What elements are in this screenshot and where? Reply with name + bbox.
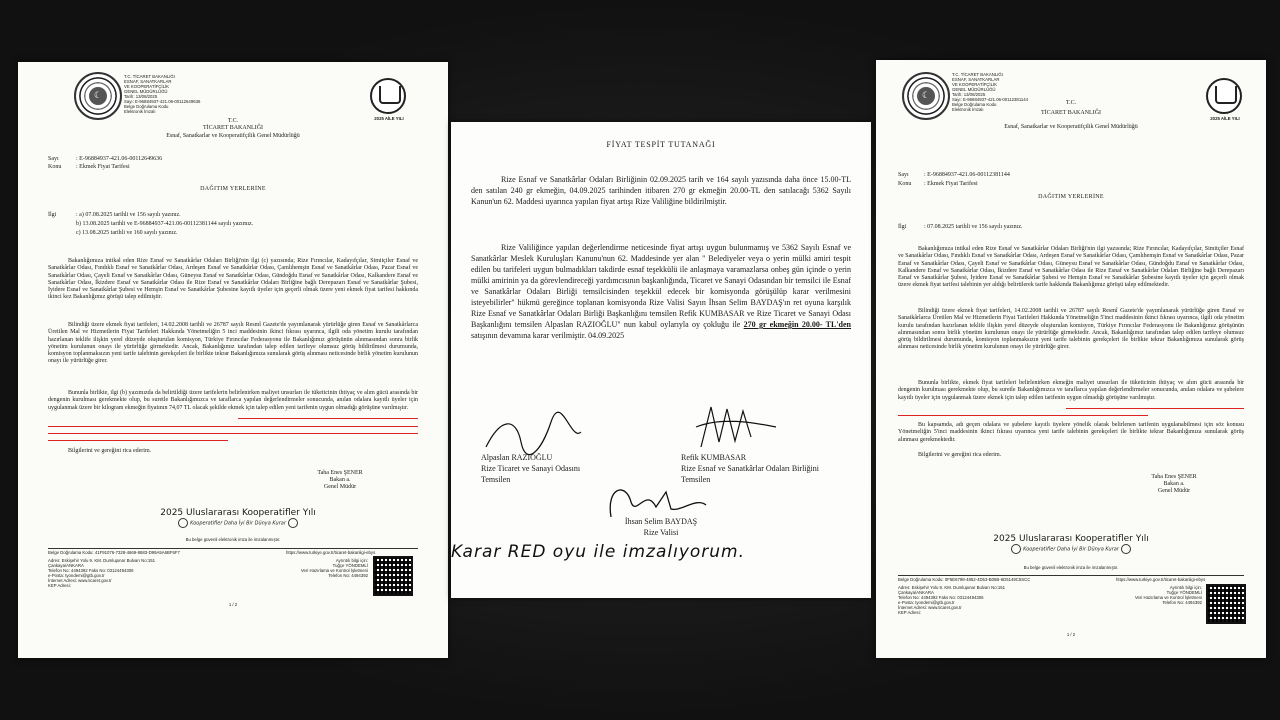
handwritten-note: Karar RED oyu ile imzalıyorum. [451, 542, 746, 562]
paragraph-1: Bakanlığımıza intikal eden Rize Esnaf ve Sanatkârlar Odaları Birliği'nin ilgi (c) yazısında; Rize Fırıncılar, Kadayıfçılar, Simitçiler Esnaf ve Sanatkârlar Odası, Fındıklı Esnaf ve Sanatkârlar Odası, Ardeşen Esnaf ve Sanatkârlar Odası, Çamlıhemşin Esnaf ve Sanatkârlar Odası, Pazar Esnaf ve Sanatkârlar Odası, Çayeli Esnaf ve Sanatkârlar Odası, Güneysu Esnaf ve Sanatkârlar Odası, Gündoğdu Esnaf ve Sanatkârlar Odası, Kalkandere Esnaf ve Sanatkârlar Odası, İkizdere Esnaf ve Sanatkârlar Odası ile Rize Esnaf ve Sanatkârlar Odaları Birliğine bağlı Derepazarı Esnaf ve Sanatkârlar Şubesi, İyidere Esnaf ve Sanatkârlar Şubesi ve Hemşin Esnaf ve Sanatkârlar Şubesine kayıtlı üyeler için geçerli olmak üzere yeni ekmek fiyat tarifesi hakkında ikinci kez Bakanlığımız görüşü talep edilmiştir. [48, 258, 418, 301]
ilgi-item: : a) 07.08.2025 tarihli ve 156 sayılı yazınız. [76, 212, 181, 218]
ilgi-label: İlgi [898, 224, 907, 230]
signer-block [290, 470, 390, 491]
verify-url[interactable]: https://www.turkiye.gov.tr/ticaret-bakanligi-ebys [1116, 577, 1206, 582]
konu-label: Konu [898, 181, 912, 187]
signatory-1-name: Alpaslan RAZIOĞLU [481, 453, 553, 462]
minutes-paragraph-2-end: satışının devamına karar verilmiştir. 04.09.2025 [471, 331, 625, 340]
coop-slogan: Kooperatifler Daha İyi Bir Dünya Kurar [190, 520, 286, 527]
highlighted-ruling: anılan odalara ve şubelere kayıtlı üyeler için uygulanmak üzere ekmek için talep edilen tarifenin uygun olmadığı görüşüne varılmıştır. [898, 387, 1244, 401]
tc-label: T.C. [1065, 100, 1077, 106]
right-document-page [876, 60, 1266, 658]
red-underline [48, 440, 228, 441]
minutes-paragraph-2-text: Rize Valiliğince yapılan değerlendirme neticesinde fiyat artışı uygun bulunmamış ve 5362 Sayılı Esnaf ve Sanatkârlar Meslek Kuruluşları Kanunu'nun 62. Maddesinde yer alan " Belediyeler veya o yerin mülki amiri tespit edilen bu tarifeleri uygun bulmadıkları takdirde esnaf teşekkülü ile anlaşmaya varamazlarsa onbeş gün içinde o yerin mülki amirinin ya da görevlendireceği yardımcısının başkanlığında, Ticaret ve Sanayi Odasından bir temsilci ile Esnaf ve Sanatkârlar Odaları Birliği temsilcisinden teşekkül edecek bir komisyonda görüşülüp karar verilmesini isteyebilirler" hükmü gereğince toplanan komisyonda Rize Valisi Sayın İhsan Selim BAYDAŞ'ın ret oyuna karşılık Rize Esnaf ve Sanatkârlar Odaları Birliği Başkanlığını temsilen Refik KUMBASAR ve Rize Ticaret ve Sanayi Odası Başkanlığını temsilen Alpaslan RAZIOĞLU" nun kabul oylarıyla oy çokluğu ile [471, 243, 851, 329]
ilgi-item: c) 13.08.2025 tarihli ve 160 sayılı yazınız. [76, 230, 178, 236]
page-number: 1 / 2 [1066, 632, 1076, 637]
coop-logo-icon [1011, 544, 1021, 554]
signatory-2-temsilen: Temsilen [681, 475, 711, 484]
qr-code-icon [1206, 584, 1246, 624]
ilgi-label: İlgi [48, 212, 57, 218]
verify-url[interactable]: https://www.turkiye.gov.tr/ticaret-bakanligi-ebys [286, 550, 376, 555]
coop-logo-icon [1121, 544, 1131, 554]
red-underline [898, 415, 1148, 416]
directorate-name: Esnaf, Sanatkarlar ve Kooperatifçilik Genel Müdürlüğü [1004, 124, 1138, 130]
distribution-heading: DAĞITIM YERLERİNE [1038, 194, 1104, 200]
highlighted-ruling: anılan odalara kayıtlı üyeler için uygulanmak üzere bir kilogram ekmeğin fiyatının 74,07 TL olacak şekilde ekmek için talep edilen yeni tarifenin uygun olmadığı görüşüne varılmıştır. [48, 397, 418, 411]
signatory-3-name: İhsan Selim BAYDAŞ [624, 517, 698, 526]
cooperative-year-banner [986, 534, 1156, 554]
signatory-1-role: Rize Ticaret ve Sanayi Odasını [481, 464, 581, 473]
family-year-logo-icon [370, 78, 406, 114]
ministry-seal-icon: ☾ [74, 72, 122, 120]
closing-line: Bilgilerini ve gereğini rica ederim. [68, 448, 152, 454]
footer-divider [48, 548, 418, 549]
tc-label: T.C. [227, 118, 239, 124]
signer-block [1124, 474, 1224, 495]
paragraph-3 [898, 380, 1244, 402]
decision-highlight: 270 gr ekmeğin 20.00- TL'den [743, 320, 852, 329]
minutes-paragraph-2 [471, 242, 851, 341]
esign-note: Bu belge güvenli elektronik imza ile imzalanmıştır. [185, 537, 281, 542]
middle-document-page [451, 122, 871, 598]
coop-year-title: 2025 Uluslararası Kooperatifler Yılı [993, 534, 1149, 544]
cooperative-year-banner [158, 508, 318, 528]
coop-slogan: Kooperatifler Daha İyi Bir Dünya Kurar [1023, 546, 1119, 553]
signer-title: Genel Müdür [1157, 488, 1191, 494]
signer-title: Genel Müdür [323, 484, 357, 490]
signer-role: Bakan a. [1163, 481, 1185, 487]
page-number: 1 / 2 [228, 602, 238, 607]
header-info: T.C. TİCARET BAKANLIĞI ESNAF, SANATKARLAR VE KOOPERATİFÇİLİK GENEL MÜDÜRLÜĞÜ Tarih: 13/08/2025 Sayı: E-96884937-421.06-00112381144 Belge Doğrulama Kodu Elektronik İmzalı [952, 72, 1029, 112]
red-underline [48, 433, 418, 434]
ilgi-value: : 07.08.2025 tarihli ve 156 sayılı yazınız. [924, 224, 1023, 230]
signatory-2-role: Rize Esnaf ve Sanatkârlar Odaları Birliğini [681, 464, 819, 473]
signatory-1 [481, 452, 580, 485]
konu-value: : Ekmek Fiyat Tarifesi [924, 181, 978, 187]
coop-year-title: 2025 Uluslararası Kooperatifler Yılı [160, 508, 316, 518]
directorate-name: Esnaf, Sanatkarlar ve Kooperatifçilik Genel Müdürlüğü [166, 133, 300, 139]
verify-code: Belge Doğrulama Kodu: 0F5E6798-4852-4D53-B05B-6D5149C5SCC [898, 577, 1031, 582]
paragraph-3-text: Bununla birlikte, ilgi (b) yazımızda da belirtildiği üzere tarifelerin belirlenirken maliyet unsurları ile tüketicinin ihtiyaç ve alım gücü arasında bir dengenin kurulması gerekmekte olup, bu suretle Bakanlığımızca ve taraflarca yapılan değerlendirmeler sonucunda, [48, 390, 418, 404]
sayi-value: : E-96884937-421.06-00112649636 [76, 156, 163, 162]
paragraph-3 [48, 390, 418, 412]
paragraph-2: Bilindiği üzere ekmek fiyat tarifeleri, 14.02.2008 tarihli ve 26787 sayılı Resmî Gazete'de yayımlanarak yürürlüğe giren Esnaf ve Sanatkârlarca Üretilen Mal ve Hizmetlerin Fiyat Tarifeleri Hakkında Yönetmeliğin 5'inci maddesinin ikinci fıkrası uyarınca, ilgili oda yönetim kurulu tarafından hazırlanan teklife ilişkin yerel düzeyde oluşturulan komisyon, Türkiye Fırıncılar Federasyonu ile Bakanlığımız görüşünün alınmasından sonra birlik yönetim kurulunun onayı ile yürürlüğe girmektedir. Ancak, Bakanlığımız tarafından talep edilen tarifeye olumsuz görüş bildirilmesi durumunda, komisyon toplanmaksızın yeni tarife talebinin gerekçeleri ile birlikte tekrar Bakanlığımıza sunularak görüş alınması neticesinde birlik yönetim kurulunun onayı ile yürürlüğe girer. [898, 308, 1244, 351]
sayi-label: Sayı [898, 172, 909, 178]
qr-code-icon [373, 556, 413, 596]
left-document-page [18, 62, 448, 658]
paragraph-2: Bilindiği üzere ekmek fiyat tarifeleri, 14.02.2008 tarihli ve 26787 sayılı Resmî Gazete'de yayımlanarak yürürlüğe giren Esnaf ve Sanatkârlarca Üretilen Mal ve Hizmetlerin Fiyat Tarifeleri Hakkında Yönetmeliğin 5 inci maddesinin ikinci fıkrası uyarınca, ilgili oda yönetim kurulu tarafından hazırlanan teklife ilişkin yerel düzeyde oluşturulan komisyon, Türkiye Fırıncılar Federasyonu ile Bakanlığımız görüşünün alınmasından sonra birlik yönetim kurulunun onayı ile yürürlüğe girmektedir. Ancak, Bakanlığımız tarafından talep edilen tarifeye olumsuz görüş bildirilmesi durumunda, komisyon toplanmaksızın yeni tarife talebinin gerekçeleri ile birlikte tekrar Bakanlığımıza sunularak görüş alınması neticesinde birlik yönetim kurulunun onayı ile yürürlüğe girer. [48, 322, 418, 365]
paragraph-1: Bakanlığımıza intikal eden Rize Esnaf ve Sanatkârlar Odaları Birliği'nin ilgi yazısında; Rize Fırıncılar, Kadayıfçılar, Simitçiler Esnaf ve Sanatkârlar Odası, Fındıklı Esnaf ve Sanatkârlar Odası, Ardeşen Esnaf ve Sanatkârlar Odası, Çamlıhemşin Esnaf ve Sanatkârlar Odası, Pazar Esnaf ve Sanatkârlar Odası, Çayeli Esnaf ve Sanatkârlar Odası, Güneysu Esnaf ve Sanatkârlar Odası, Gündoğdu Esnaf ve Sanatkârlar Odası, Kalkandere Esnaf ve Sanatkârlar Odası, İkizdere Esnaf ve Sanatkârlar Odası ile Rize Esnaf ve Sanatkârlar Odaları Birliğine bağlı Derepazarı Esnaf ve Sanatkârlar Şubesi, İyidere Esnaf ve Sanatkârlar Şubesi ve Hemşin Esnaf ve Sanatkârlar Şubesine kayıtlı üyeler için geçerli olmak üzere ekmek fiyat tarifesi talebinin yer aldığı belirtilerek tarife hakkında Bakanlığımız görüşü talep edilmektedir. [898, 246, 1244, 289]
ministry-seal-icon: ☾ [902, 72, 950, 120]
coop-logo-icon [288, 518, 298, 528]
ilgi-list [76, 212, 416, 237]
ministry-name: TİCARET BAKANLIĞI [1040, 110, 1102, 116]
distribution-heading: DAĞITIM YERLERİNE [200, 186, 266, 192]
address-block: Adres: Eskişehir Yolu 9. KM. Dumlupınar Bulvarı No:151 Çankaya/ANKARA Telefon No: 4494392 Faks No: 03124494306 e-Posta: tyondemi@gtb.gov.tr İnternet Adresi: www.ticaret.gov.tr KEP Adresi: [898, 585, 1005, 615]
konu-value: : Ekmek Fiyat Tarifesi [76, 164, 130, 170]
address-block: Adres: Eskişehir Yolu 9. KM. Dumlupınar Bulvarı No:151 Çankaya/ANKARA Telefon No: 4494392 Faks No: 03124494306 e-Posta: tyondemi@gtb.gov.tr İnternet Adresi: www.ticaret.gov.tr KEP Adresi: [48, 558, 155, 588]
signatory-1-temsilen: Temsilen [481, 475, 511, 484]
header-info: T.C. TİCARET BAKANLIĞI ESNAF, SANATKARLAR VE KOOPERATİFÇİLİK GENEL MÜDÜRLÜĞÜ Tarih: 13/08/2025 Sayı: E-96884937-421.06-00112649636 Belge Doğrulama Kodu Elektronik İmzalı [124, 74, 201, 114]
konu-label: Konu [48, 164, 62, 170]
contact-block: Ayrıntılı bilgi için: Tuğçe YÖNDEMLİ Veri Hazırlama ve Kontrol İşletmeni Telefon No: 4494392 [1134, 585, 1202, 605]
ministry-name: TİCARET BAKANLIĞI [202, 125, 264, 131]
signer-name: Taha Enes ŞENER [1151, 474, 1197, 480]
esign-note: Bu belge güvenli elektronik imza ile imzalanmıştır. [1023, 565, 1119, 570]
sayi-value: : E-96884937-421.06-00112381144 [924, 172, 1010, 178]
minutes-paragraph-1: Rize Esnaf ve Sanatkârlar Odaları Birliğinin 02.09.2025 tarih ve 164 sayılı yazısında daha önce 15.00-TL den satılan 240 gr ekmeğin, 04.09.2025 tarihinden itibaren 270 gr ekmeğin 20.00-TL den satılacağı 5362 Sayılı Kanun'un 62. Maddesi uyarınca yapılan fiyat artışı Rize Valiliğine bildirilmiştir. [471, 175, 851, 206]
signer-name: Taha Enes ŞENER [317, 470, 363, 476]
minutes-title: FİYAT TESPİT TUTANAĞI [606, 140, 716, 149]
red-underline [48, 426, 418, 427]
red-underline [238, 418, 418, 419]
coop-logo-icon [178, 518, 188, 528]
signatory-2-name: Refik KUMBASAR [681, 453, 747, 462]
signer-role: Bakan a. [329, 477, 351, 483]
red-underline [1066, 408, 1244, 409]
signatory-3 [601, 516, 721, 538]
family-year-text: 2025 AİLE YILI [374, 116, 404, 121]
ilgi-item: b) 13.08.2025 tarihli ve E-96884937-421.06-00112381144 sayılı yazımız. [76, 221, 254, 227]
verify-code: Belge Doğrulama Kodu: 41F91076-7328-4669-8683-D99A5A6BF6F7 [48, 550, 180, 555]
paragraph-3-text: Bununla birlikte, ekmek fiyat tarifeleri belirlenirken ekmeğin maliyet unsurları ile tüketicinin ihtiyaç ve alım gücü arasında bir dengenin kurulması gerekmekte olup, bu suretle Bakanlığımızca ve taraflarca yapılan değerlendirmeler sonucunda, [898, 380, 1244, 394]
signatory-3-role: Rize Valisi [643, 528, 679, 537]
paragraph-4: Bu kapsamda, adı geçen odalara ve şubelere kayıtlı üyelere yönelik olarak belirlenen tarifenin uygulanabilmesi için söz konusu Yönetmeliğin 5'inci maddesinin ikinci fıkrası uyarınca yeni tarife talebinin gerekçeleri ile birlikte tekrar Bakanlığımıza sunularak görüş alınması gerekmektedir. [898, 422, 1244, 443]
closing-line: Bilgilerini ve gereğini rica ederim. [918, 452, 1002, 458]
sayi-label: Sayı [48, 156, 59, 162]
contact-block: Ayrıntılı bilgi için: Tuğçe YÖNDEMLİ Veri Hazırlama ve Kontrol İşletmeni Telefon No: 4494392 [300, 558, 368, 578]
family-year-text: 2025 AİLE YILI [1210, 116, 1240, 121]
family-year-logo-icon [1206, 78, 1242, 114]
footer-divider [898, 575, 1244, 576]
